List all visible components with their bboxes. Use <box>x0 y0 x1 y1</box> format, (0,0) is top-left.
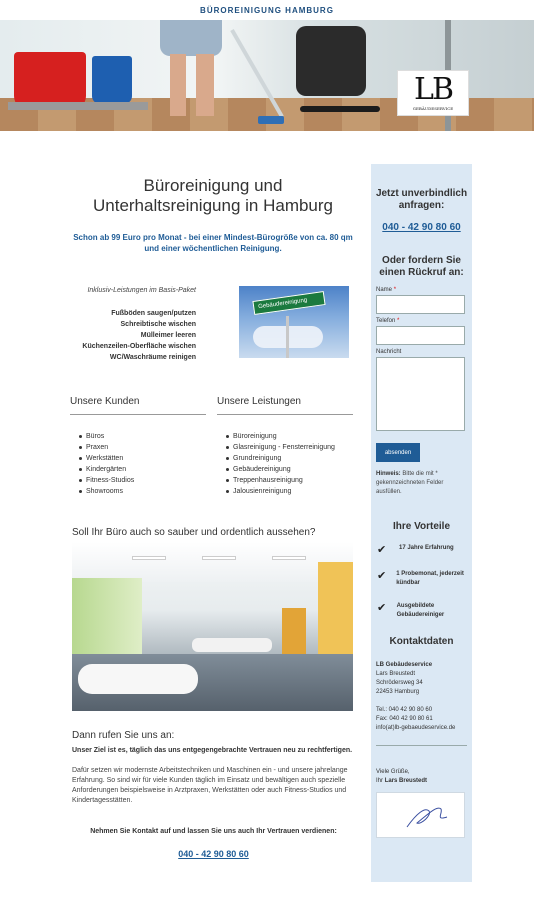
list-item: Treppenhausreinigung <box>217 475 353 486</box>
check-icon: ✔ <box>377 570 387 582</box>
basis-item: WC/Waschräume reinigen <box>109 354 196 361</box>
sidebar <box>371 164 472 882</box>
phone-field[interactable] <box>376 326 465 345</box>
sidebar-phone-link[interactable]: 040 - 42 90 80 60 <box>382 222 461 233</box>
list-item: Jalousienreinigung <box>217 486 353 497</box>
message-label: Nachricht <box>376 349 402 355</box>
logo-mark: LB <box>414 72 452 107</box>
contact-cta: Nehmen Sie Kontakt auf und lassen Sie uns auch Ihr Vertrauen verdienen: <box>90 828 337 835</box>
main-intro <box>70 176 356 254</box>
offer-text: Schon ab 99 Euro pro Monat - bei einer Mindest-Bürogröße von ca. 80 qm und einer wöchentlichen Reinigung. <box>73 233 353 253</box>
office-photo <box>72 542 353 711</box>
basis-item: Schreibtische wischen <box>120 321 196 328</box>
basis-item: Fußböden saugen/putzen <box>111 310 196 317</box>
services-title: Unsere Leistungen <box>217 396 353 415</box>
customers-title: Unsere Kunden <box>70 396 206 415</box>
blue-bucket <box>92 56 132 104</box>
list-item: Glasreinigung - Fensterreinigung <box>217 442 353 453</box>
form-hint: Hinweis: Bitte die mit * gekennzeichneten Felder ausfüllen. <box>376 471 444 495</box>
list-item: Werkstätten <box>70 453 206 464</box>
list-item: Grundreinigung <box>217 453 353 464</box>
signature-icon <box>377 793 466 839</box>
check-icon: ✔ <box>377 602 387 614</box>
road-sign-image <box>239 286 349 358</box>
list-item: Praxen <box>70 442 206 453</box>
contact-title: Dann rufen Sie uns an: <box>72 730 175 741</box>
cleaner-figure <box>170 54 214 116</box>
list-item: ✔ Ausgebildete Gebäudereiniger <box>377 602 445 618</box>
list-item: Showrooms <box>70 486 206 497</box>
page-title: Büroreinigung und Unterhaltsreinigung in Hamburg <box>92 176 334 215</box>
customers-column <box>70 396 206 497</box>
question-heading: Soll Ihr Büro auch so sauber und ordentlich aussehen? <box>72 527 316 538</box>
advantages-title: Ihre Vorteile <box>392 521 451 532</box>
basis-item: Mülleimer leeren <box>140 332 196 339</box>
basis-intro: Inklusiv-Leistungen im Basis-Paket <box>87 287 196 294</box>
divider <box>376 745 467 746</box>
address-block: LB Gebäudeservice Lars Breustedt Schrödersweg 34 22453 Hamburg Tel.: 040 42 90 80 60 Fax: 040 42 90 80 61 info(at)lb-gebaeudeservice.de <box>371 661 472 733</box>
callback-title: Oder fordern Sie einen Rückruf an: <box>379 255 464 278</box>
site-title: BÜROREINIGUNG HAMBURG <box>200 6 334 15</box>
message-field[interactable] <box>376 357 465 431</box>
callback-form <box>371 287 472 462</box>
list-item: ✔ 1 Probemonat, jederzeit kündbar <box>377 570 464 586</box>
services-list <box>217 431 353 497</box>
advantages-list <box>371 544 472 620</box>
road-sign-plate: Gebäudereinigung <box>252 291 325 315</box>
logo-subtitle: GEBÄUDESERVICE <box>412 106 454 111</box>
contact-data-title: Kontaktdaten <box>389 636 454 647</box>
check-icon: ✔ <box>377 544 387 556</box>
customers-list <box>70 431 206 497</box>
top-bar <box>0 0 534 20</box>
name-label: Name * <box>376 287 397 293</box>
phone-link[interactable]: 040 - 42 90 80 60 <box>178 849 249 859</box>
list-item: Büroreinigung <box>217 431 353 442</box>
list-item: Fitness-Studios <box>70 475 206 486</box>
list-item: Büros <box>70 431 206 442</box>
list-item: Gebäudereinigung <box>217 464 353 475</box>
hero-image <box>0 20 534 131</box>
submit-button[interactable]: absenden <box>376 443 420 462</box>
basis-package <box>70 287 196 363</box>
contact-lead: Unser Ziel ist es, täglich das uns entgegengebrachte Vertrauen neu zu rechtfertigen. <box>72 747 353 754</box>
name-field[interactable] <box>376 295 465 314</box>
basis-item: Küchenzeilen-Oberfläche wischen <box>82 343 196 350</box>
list-item: Kindergärten <box>70 464 206 475</box>
phone-label: Telefon * <box>376 318 400 324</box>
services-column <box>217 396 353 497</box>
greeting: Viele Grüße, Ihr Lars Breustedt <box>376 769 428 784</box>
contact-body: Dafür setzen wir modernste Arbeitstechniken und Maschinen ein - und unsere jahrelange Erfahrung. So sind wir für viele Kunden täglich im Einsatz und bewältigen auch spezielle Anforderungen beispielsweise in Arztpraxen, Werkstätten oder auch Fitness-Studios und Kindertagesstätten. <box>72 767 348 804</box>
request-title: Jetzt unverbindlich anfragen: <box>375 188 468 211</box>
list-item: ✔ 17 Jahre Erfahrung <box>377 544 454 556</box>
email-link[interactable]: info(at)lb-gebaeudeservice.de <box>376 725 456 731</box>
company-logo[interactable] <box>397 70 469 116</box>
contact-section <box>72 730 355 859</box>
signature-image <box>376 792 465 838</box>
office-chair <box>296 26 366 96</box>
cleaning-cart <box>8 102 148 110</box>
